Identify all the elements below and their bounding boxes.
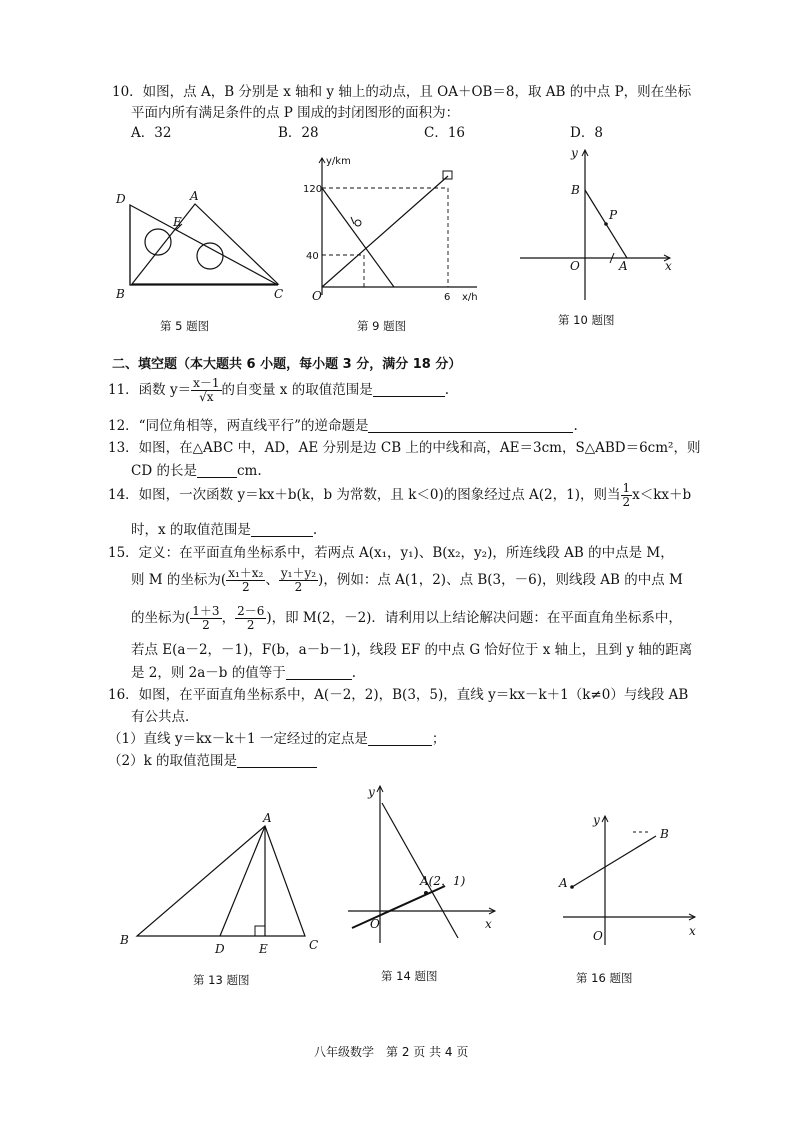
q14-line2-end: .: [312, 522, 318, 538]
fig16-label-a: A: [559, 876, 568, 890]
q12-answer-blank[interactable]: [368, 418, 573, 433]
q15-frac-1: [226, 567, 265, 594]
q15-line4: 若点 E(a－2，－1)，F(b，a－b－1)，线段 EF 的中点 G 恰好位于 x 轴上，且到 y 轴的距离: [131, 642, 693, 658]
fig13-label-b: B: [120, 933, 129, 947]
q13-line1: 13．如图，在△ABC 中，AD，AE 分别是边 CB 上的中线和高，AE＝3cm，S△ABD＝6cm²，则: [108, 440, 701, 456]
q15-frac-4: [235, 605, 266, 632]
figure-16: [555, 810, 705, 950]
fig10-label-y: y: [571, 146, 578, 160]
figure-10: [515, 145, 685, 305]
q15-f2-num: y₁＋y₂: [280, 566, 317, 580]
q15-line1: 15．定义：在平面直角坐标系中，若两点 A(x₁，y₁)、B(x₂，y₂)，所连线段 AB 的中点是 M，: [108, 545, 674, 561]
fig9-caption: 第 9 题图: [357, 319, 407, 333]
figure-13: [115, 808, 330, 958]
fig14-label-y: y: [368, 785, 375, 799]
fig13-label-a: A: [263, 811, 272, 825]
figure-9: [302, 150, 482, 310]
fig10-label-a: A: [619, 259, 628, 273]
q14-line2: [131, 518, 317, 538]
q14-line1-post: x＜kx＋b: [632, 487, 692, 503]
fig9-label-120: 120: [303, 184, 323, 195]
fig14-label-x: x: [485, 917, 492, 931]
q14-fraction: [621, 482, 633, 509]
fig16-caption: 第 16 题图: [576, 971, 633, 985]
q14-line1: [108, 482, 691, 509]
q16-sub1: [108, 727, 445, 747]
q12: [108, 414, 578, 434]
q10-option-a: A．32: [131, 125, 172, 141]
q11: [108, 377, 449, 404]
fig5-label-e: E: [173, 215, 182, 229]
q15-answer-blank[interactable]: [286, 665, 352, 680]
q13-line2-post: cm.: [236, 463, 262, 479]
fig5-label-a: A: [190, 189, 199, 203]
q10-option-b: B．28: [278, 125, 319, 141]
fig5-label-c: C: [274, 287, 284, 301]
q15-line5-end: .: [351, 665, 357, 681]
q16-sub1-pre: （1）直线 y＝kx－k＋1 一定经过的定点是: [108, 731, 368, 747]
q15-line5: [131, 661, 356, 681]
figure-14: [340, 778, 510, 948]
fig14-label-o: O: [370, 917, 380, 931]
fig16-label-x: x: [689, 924, 696, 938]
q11-answer-blank[interactable]: [373, 382, 445, 397]
q16-sub2: [108, 749, 317, 769]
q14-frac-num: 1: [622, 481, 631, 495]
fig9-label-6: 6: [444, 292, 451, 303]
fig16-label-o: O: [593, 929, 603, 943]
q14-frac-den: 2: [622, 495, 631, 509]
q15-line3-pre: 的坐标为(: [131, 610, 191, 626]
q15-f4-den: 2: [246, 618, 255, 632]
fig13-caption: 第 13 题图: [193, 973, 250, 987]
fig16-label-b: B: [660, 827, 669, 841]
fig16-label-y: y: [593, 813, 600, 827]
q12-text: 12．“同位角相等，两直线平行”的逆命题是: [108, 418, 369, 434]
q15-f1-den: 2: [241, 580, 250, 594]
q15-frac-3: [190, 605, 221, 632]
q15-frac-2: [279, 567, 318, 594]
fig13-label-d: D: [215, 942, 225, 956]
q16-sub1-end: ；: [431, 731, 446, 747]
q10-line1: 10．如图，点 A，B 分别是 x 轴和 y 轴上的动点，且 OA＋OB＝8，取 AB 的中点 P，则在坐标: [112, 84, 692, 100]
q11-post: 的自变量 x 的取值范围是: [221, 382, 373, 398]
fig10-label-o: O: [570, 259, 580, 273]
q13-answer-blank[interactable]: [197, 463, 237, 478]
q15-line3: 的坐标为( $\frac{1+3}{2}$ ， $\frac{2-6}{2}$ )，即 M(2，－2)．请利用以上结论解决问题：在平面直角坐标系中，: [131, 604, 682, 632]
fig9-label-xh: x/h: [462, 292, 478, 303]
section-2-title: 二、填空题（本大题共 6 小题，每小题 3 分，满分 18 分）: [112, 357, 462, 372]
q15-f1-num: x₁＋x₂: [228, 566, 264, 580]
q11-end: .: [444, 382, 450, 398]
q15-line2: 则 M 的坐标为( $\frac{\text{x₁＋x₂}}{2}$ 、 $\frac{\text{y₁＋y₂}}{2}$ )，例如：点 A(1，2)、点 B(3，－6)，则线段 AB 的中点 M: [131, 566, 683, 594]
q10-option-d: D．8: [570, 125, 603, 141]
q15-line2-pre: 则 M 的坐标为(: [131, 572, 227, 588]
q14-line2-pre: 时，x 的取值范围是: [131, 522, 251, 538]
q16-sub2-pre: （2）k 的取值范围是: [108, 753, 238, 769]
q15-f3-num: 1＋3: [192, 604, 220, 618]
q11-frac-den: √x: [199, 390, 214, 404]
fig14-label-a: A(2，1): [420, 874, 466, 888]
page-footer: 八年级数学 第 2 页 共 4 页: [314, 1045, 469, 1059]
q11-fraction: [191, 377, 221, 404]
q16-line1: 16．如图，在平面直角坐标系中，A(－2，2)，B(3，5)，直线 y＝kx－k＋1（k≠0）与线段 AB: [108, 687, 689, 703]
q10-option-c: C．16: [424, 125, 466, 141]
q15-line3-post: )，即 M(2，－2)．请利用以上结论解决问题：在平面直角坐标系中，: [266, 610, 682, 626]
q16-sub1-answer-blank[interactable]: [368, 731, 432, 746]
fig9-label-ykm: y/km: [326, 156, 351, 167]
q15-f2-den: 2: [294, 580, 303, 594]
fig10-label-x: x: [665, 259, 672, 273]
fig14-caption: 第 14 题图: [381, 969, 438, 983]
fig9-label-40: 40: [306, 251, 319, 262]
q15-f4-num: 2－6: [237, 604, 265, 618]
fig5-label-b: B: [116, 287, 125, 301]
q16-line2: 有公共点．: [131, 709, 199, 725]
fig5-caption: 第 5 题图: [160, 319, 210, 333]
q12-end: .: [573, 418, 578, 434]
q15-line5-pre: 是 2，则 2a－b 的值等于: [131, 665, 286, 681]
q13-line2: [131, 459, 262, 479]
q14-line1-pre: 14．如图，一次函数 y＝kx＋b(k，b 为常数，且 k＜0)的图象经过点 A(2，1)，则当: [108, 487, 621, 503]
fig10-caption: 第 10 题图: [558, 313, 615, 327]
q15-line2-post: )，例如：点 A(1，2)、点 B(3，－6)，则线段 AB 的中点 M: [318, 572, 683, 588]
q13-line2-pre: CD 的长是: [131, 463, 197, 479]
figure-5: [110, 180, 300, 310]
q11-pre: 11．函数 y＝: [108, 382, 192, 398]
fig13-label-c: C: [309, 938, 319, 952]
q15-f3-den: 2: [202, 618, 210, 632]
q16-sub2-answer-blank[interactable]: [237, 753, 317, 768]
fig10-label-b: B: [571, 183, 580, 197]
fig5-label-d: D: [116, 192, 126, 206]
q10-line2: 平面内所有满足条件的点 P 围成的封闭图形的面积为：: [131, 105, 460, 121]
fig9-label-o: O: [312, 289, 322, 303]
q14-answer-blank[interactable]: [251, 522, 313, 537]
fig10-label-p: P: [609, 208, 618, 222]
q11-frac-num: x－1: [193, 376, 220, 390]
fig13-label-e: E: [259, 942, 268, 956]
